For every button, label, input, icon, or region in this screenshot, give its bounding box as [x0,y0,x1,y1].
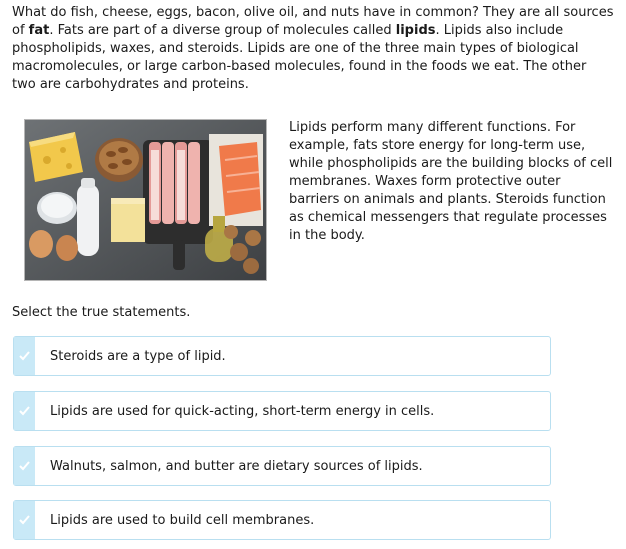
intro-text-1: What do fish, cheese, eggs, bacon, olive oil, and nuts have in common? They are all sources of [12,5,614,38]
check-icon [19,461,30,471]
option-steroids[interactable] [13,336,551,376]
term-fat: fat [28,23,50,38]
check-icon [19,351,30,361]
option-check-strip [14,337,35,375]
lipid-functions-paragraph: Lipids perform many different functions. For example, fats store energy for long-term use, while phospholipids are the building blocks of cell membranes. Waxes form protective outer barriers on animals and plants. Steroids function as chemical messengers that regulate processes in the body. [289,120,613,243]
option-label: Walnuts, salmon, and butter are dietary sources of lipids. [50,459,423,474]
option-label: Lipids are used to build cell membranes. [50,513,315,528]
question-prompt: Select the true statements. [12,305,191,320]
lipid-foods-photo [24,119,267,281]
intro-paragraph [12,4,614,94]
option-check-strip [14,447,35,485]
term-lipids: lipids [395,23,436,38]
option-dietary-sources[interactable] [13,446,551,486]
option-check-strip [14,501,35,539]
intro-text-2: . Fats are part of a diverse group of molecules called [49,23,396,38]
option-check-strip [14,392,35,430]
option-label: Steroids are a type of lipid. [50,349,226,364]
check-icon [19,406,30,416]
option-label: Lipids are used for quick-acting, short-term energy in cells. [50,404,435,419]
option-cell-membranes[interactable] [13,500,551,540]
option-short-term-energy[interactable] [13,391,551,431]
check-icon [19,515,30,525]
intro-text-3: . Lipids also include phospholipids, waxes, and steroids. Lipids are one of the three main types of biological macromolecules, or large carbon-based molecules, found in the foods we eat. The other two are carbohydrates and proteins. [12,23,587,92]
